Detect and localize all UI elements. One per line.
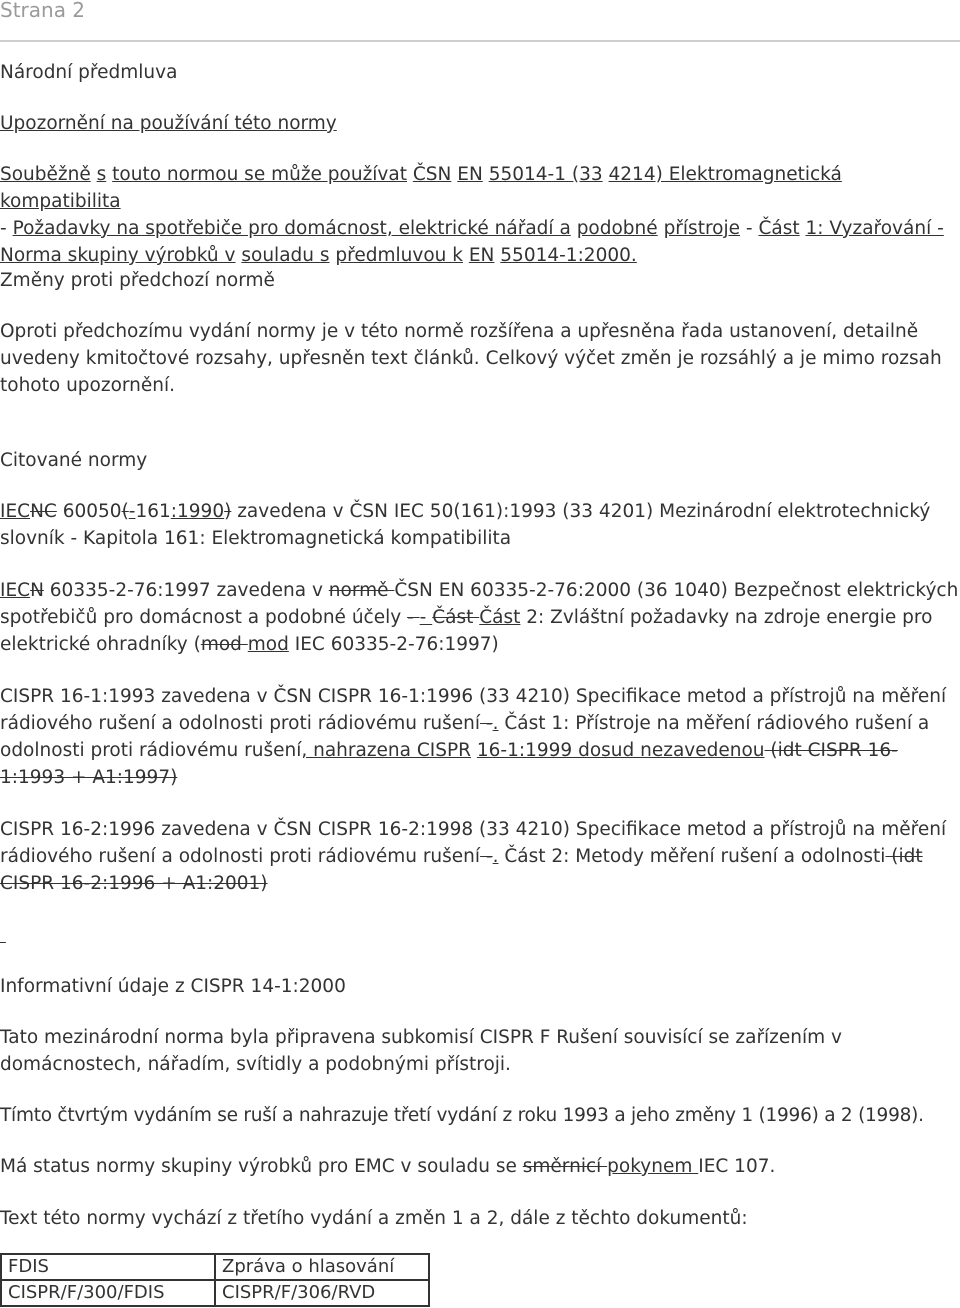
inserted-blank (0, 922, 960, 949)
info-paragraph-2: Tímto čtvrtým vydáním se ruší a nahrazuje třetí vydání z roku 1993 a jeho změny 1 (1996) a 2 (1998). (0, 1105, 924, 1126)
notice-part: 1: Vyzařování - (805, 218, 944, 239)
info-part: Má status normy skupiny výrobků pro EMC v souladu se (0, 1156, 523, 1177)
cited-part: IEC (0, 501, 31, 522)
cited-part: - (128, 501, 136, 522)
cited-part: 16-1:1999 dosud nezavedenou (476, 740, 765, 761)
cited-part: (idt CISPR 16-1:1993 + A1:1997) (0, 740, 898, 788)
header-divider (0, 40, 960, 42)
cited-part: mod (200, 634, 248, 655)
notice-part: - (745, 218, 753, 239)
table-row (1, 1254, 429, 1280)
notice-part: Souběžně (0, 164, 91, 185)
notice-part: 4214) Elektromagnetická kompatibilita (0, 164, 842, 212)
notice-part: předmluvou k (335, 245, 463, 266)
notice-part: Norma skupiny výrobků v (0, 245, 236, 266)
cited-part: :1990 (170, 501, 225, 522)
cited-part: 161 (135, 501, 171, 522)
documents-table (0, 1253, 430, 1307)
heading-foreword: Národní předmluva (0, 62, 178, 83)
cited-part: CISPR 16-2:1996 zavedena v ČSN CISPR 16-2:1998 (33 4210) Specifikace metod a přístrojů na měření rádiového rušení a odolnosti proti rádiovému rušení (0, 819, 947, 867)
table-header-cell: Zpráva o hlasování (215, 1254, 429, 1280)
cited-part: (idt CISPR 16-2:1996 + A1:2001) (0, 846, 923, 894)
info-part: IEC 107. (698, 1156, 776, 1177)
cited-part: . (492, 846, 499, 867)
table-cell: CISPR/F/306/RVD (215, 1280, 429, 1306)
table-header-cell: FDIS (1, 1254, 215, 1280)
cited-part: IEC 60335-2-76:1997) (288, 634, 499, 655)
notice-part: podobné (576, 218, 658, 239)
heading-notice: Upozornění na používání této normy (0, 113, 337, 134)
cited-part: Část (432, 607, 480, 628)
notice-paragraph (0, 161, 960, 269)
cited-norm-2 (0, 577, 960, 658)
notice-part: 55014-1 (33 (488, 164, 603, 185)
notice-part: 55014-1:2000. (500, 245, 637, 266)
cited-norm-1 (0, 498, 960, 552)
info-paragraph-4: Text této normy vychází z třetího vydání a změn 1 a 2, dále z těchto dokumentů: (0, 1208, 748, 1229)
notice-part: Část (758, 218, 800, 239)
info-paragraph-3 (0, 1153, 960, 1180)
notice-part: touto normou se může používat (112, 164, 407, 185)
cited-part: , nahrazena CISPR (301, 740, 471, 761)
cited-norm-4 (0, 816, 960, 897)
info-part: směrnicí (522, 1156, 608, 1177)
notice-part: přístroje (663, 218, 740, 239)
changes-paragraph: Oproti předchozímu vydání normy je v této normě rozšířena a upřesněna řada ustanovení, detailně uvedeny kmitočtové rozsahy, upřesněn text článků. Celkový výčet změn je rozsáhlý a je mimo rozsah tohoto upozornění. (0, 321, 942, 396)
cited-part: mod (247, 634, 289, 655)
cited-part: Část 2: Metody měření rušení a odolnosti (498, 846, 886, 867)
cited-part: NC (30, 501, 57, 522)
inserted-blank-mark (0, 925, 6, 946)
notice-part: EN (457, 164, 483, 185)
cited-part: - (480, 846, 493, 867)
cited-part: CISPR 16-1:1993 zavedena v ČSN CISPR 16-1:1996 (33 4210) Specifikace metod a přístrojů na měření rádiového rušení a odolnosti proti rádiovému rušení (0, 686, 947, 734)
cited-part: ČSN EN 60335-2-76:2000 (36 1040) Bezpečnost elektrických spotřebičů pro domácnost a podobné účely (0, 580, 959, 628)
cited-part: Část (479, 607, 521, 628)
cited-part: Část 1: Přístroje na měření rádiového rušení a odolnosti proti rádiovému rušení (0, 713, 930, 761)
notice-part: Požadavky na spotřebiče pro domácnost, elektrické nářadí a (12, 218, 571, 239)
info-part: pokynem (607, 1156, 699, 1177)
cited-part: ) (224, 501, 232, 522)
cited-part: - (407, 607, 420, 628)
info-paragraph-1: Tato mezinárodní norma byla připravena subkomisí CISPR F Rušení souvisící se zařízením v domácnostech, nářadím, svítidly a podobnými přístroji. (0, 1027, 842, 1075)
table-row (1, 1280, 429, 1306)
cited-part: N (30, 580, 44, 601)
heading-changes: Změny proti předchozí normě (0, 270, 275, 291)
notice-part: souladu s (241, 245, 330, 266)
cited-part: - (419, 607, 433, 628)
page-label: Strana 2 (0, 0, 86, 22)
notice-part: ČSN (412, 164, 452, 185)
heading-cited: Citované normy (0, 450, 148, 471)
cited-part: ( (121, 501, 129, 522)
notice-part: EN (468, 245, 495, 266)
notice-part: - (0, 218, 7, 239)
table-cell: CISPR/F/300/FDIS (1, 1280, 215, 1306)
cited-part: zavedena v ČSN IEC 50(161):1993 (33 4201) Mezinárodní elektrotechnický slovník - Kapitola 161: Elektromagnetická kompatibilita (0, 501, 931, 549)
cited-part: 60335-2-76:1997 zavedena v (43, 580, 329, 601)
cited-part: normě (328, 580, 395, 601)
cited-part: . (492, 713, 499, 734)
cited-part: IEC (0, 580, 31, 601)
cited-part: - (480, 713, 493, 734)
cited-part: 60050 (56, 501, 122, 522)
heading-info: Informativní údaje z CISPR 14-1:2000 (0, 976, 346, 997)
cited-part: 2: Zvláštní požadavky na zdroje energie pro elektrické ohradníky ( (0, 607, 933, 655)
cited-norm-3 (0, 683, 960, 791)
notice-part: s (96, 164, 107, 185)
